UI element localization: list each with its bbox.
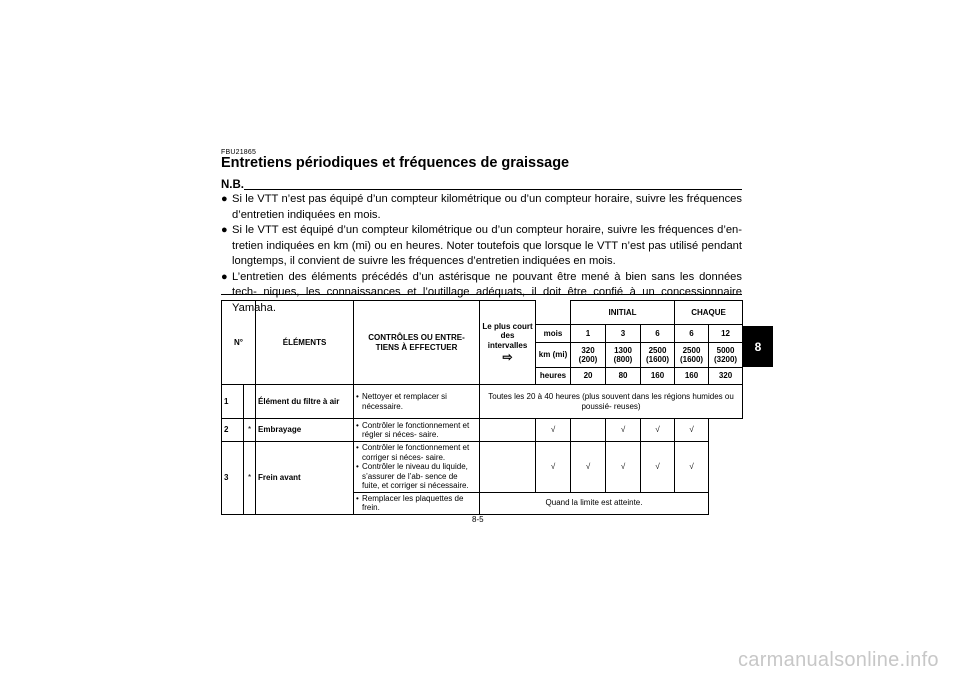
bullet-icon: ● (221, 224, 228, 236)
dot-icon: • (356, 443, 359, 452)
table-row (222, 419, 743, 442)
row-element: Embrayage (256, 419, 354, 442)
interval-value: 2500 (1600) (641, 343, 675, 368)
interval-value: 6 (675, 325, 709, 343)
row-interval-note: Toutes les 20 à 40 heures (plus souvent dans les régions humides ou poussié- reuses) (480, 385, 743, 419)
notes-end-divider (221, 294, 742, 295)
action-text: Remplacer les plaquettes de frein. (362, 493, 464, 512)
interval-value: 80 (606, 368, 641, 385)
action-text: Nettoyer et remplacer si nécessaire. (362, 392, 447, 411)
interval-check-empty (480, 442, 536, 493)
header-controls: CONTRÔLES OU ENTRE- TIENS À EFFECTUER (354, 301, 480, 385)
interval-value: 12 (709, 325, 743, 343)
unit-label: km (mi) (536, 343, 571, 368)
document-code: FBU21865 (221, 149, 257, 156)
interval-value: 6 (641, 325, 675, 343)
interval-value: 320 (200) (571, 343, 606, 368)
nb-divider (244, 189, 742, 190)
row-star (244, 385, 256, 419)
unit-label: mois (536, 325, 571, 343)
section-tab: 8 (743, 326, 773, 367)
interval-value: 160 (641, 368, 675, 385)
table-row (222, 385, 743, 419)
check-icon: √ (641, 442, 675, 493)
check-icon: √ (536, 419, 571, 442)
row-element: Élément du filtre à air (256, 385, 354, 419)
right-arrow-icon: ⇨ (502, 350, 513, 364)
action-text: Contrôler le fonctionnement et régler si néces- saire. (362, 420, 470, 439)
note-text: Si le VTT n’est pas équipé d’un compteur kilométrique ou d’un compteur horaire, suivre les fréquences d’entretien indiquées en mois. (232, 193, 742, 221)
header-interval (480, 301, 536, 385)
interval-value: 160 (675, 368, 709, 385)
interval-value: 3 (606, 325, 641, 343)
nb-label: N.B. (221, 179, 244, 191)
note-item (221, 192, 742, 223)
maintenance-table (221, 300, 743, 515)
dot-icon: • (356, 420, 359, 430)
row-action (354, 385, 480, 419)
bullet-icon: ● (221, 270, 228, 283)
row-action (354, 442, 480, 493)
bullet-icon: ● (221, 193, 228, 205)
row-element: Frein avant (256, 442, 354, 515)
interval-value: 5000 (3200) (709, 343, 743, 368)
interval-label: Le plus court des intervalles (482, 321, 533, 350)
row-interval-note: Quand la limite est atteinte. (480, 492, 709, 514)
interval-value: 1300 (800) (606, 343, 641, 368)
dot-icon: • (356, 493, 359, 503)
check-icon: √ (675, 419, 709, 442)
interval-check-empty (571, 419, 606, 442)
check-icon: √ (675, 442, 709, 493)
header-each: CHAQUE (675, 301, 743, 325)
section-title: Entretiens périodiques et fréquences de graissage (221, 155, 570, 171)
header-number: N° (222, 301, 256, 385)
header-elements: ÉLÉMENTS (256, 301, 354, 385)
table-row (222, 442, 743, 493)
note-item (221, 223, 742, 270)
watermark: carmanualsonline.info (738, 649, 939, 671)
interval-value: 2500 (1600) (675, 343, 709, 368)
action-text: Contrôler le fonctionnement et corriger si néces- saire. (362, 443, 470, 462)
page-number: 8-5 (472, 515, 484, 524)
check-icon: √ (571, 442, 606, 493)
row-number: 1 (222, 385, 244, 419)
row-number: 3 (222, 442, 244, 515)
check-icon: √ (606, 442, 641, 493)
notes-list (221, 192, 742, 316)
check-icon: √ (641, 419, 675, 442)
note-text: L’entretien des éléments précédés d’un astérisque ne pouvant être mené à bien sans les données tech- niques, les connaissances et l’outillage adéquats, il doit être confié à un concessionnaire Yamaha. (232, 270, 742, 314)
interval-value: 320 (709, 368, 743, 385)
row-action (354, 419, 480, 442)
row-action (354, 492, 480, 514)
action-text: Contrôler le niveau du liquide, s’assurer de l’ab- sence de fuite, et corriger si nécessaire. (362, 462, 469, 490)
interval-check-empty (480, 419, 536, 442)
unit-label: heures (536, 368, 571, 385)
dot-icon: • (356, 392, 359, 401)
interval-value: 1 (571, 325, 606, 343)
note-text: Si le VTT est équipé d’un compteur kilométrique ou d’un compteur horaire, suivre les fréquences d’en- tretien indiquées en km (mi) ou en heures. Noter toutefois que lorsque le VTT n’est pas utilisé pendant longtemps, il convient de suivre les fréquences d’entretien indiquées en mois. (232, 224, 742, 267)
row-star: * (244, 419, 256, 442)
row-star: * (244, 442, 256, 515)
header-initial: INITIAL (571, 301, 675, 325)
check-icon: √ (536, 442, 571, 493)
dot-icon: • (356, 462, 359, 471)
interval-value: 20 (571, 368, 606, 385)
check-icon: √ (606, 419, 641, 442)
row-number: 2 (222, 419, 244, 442)
